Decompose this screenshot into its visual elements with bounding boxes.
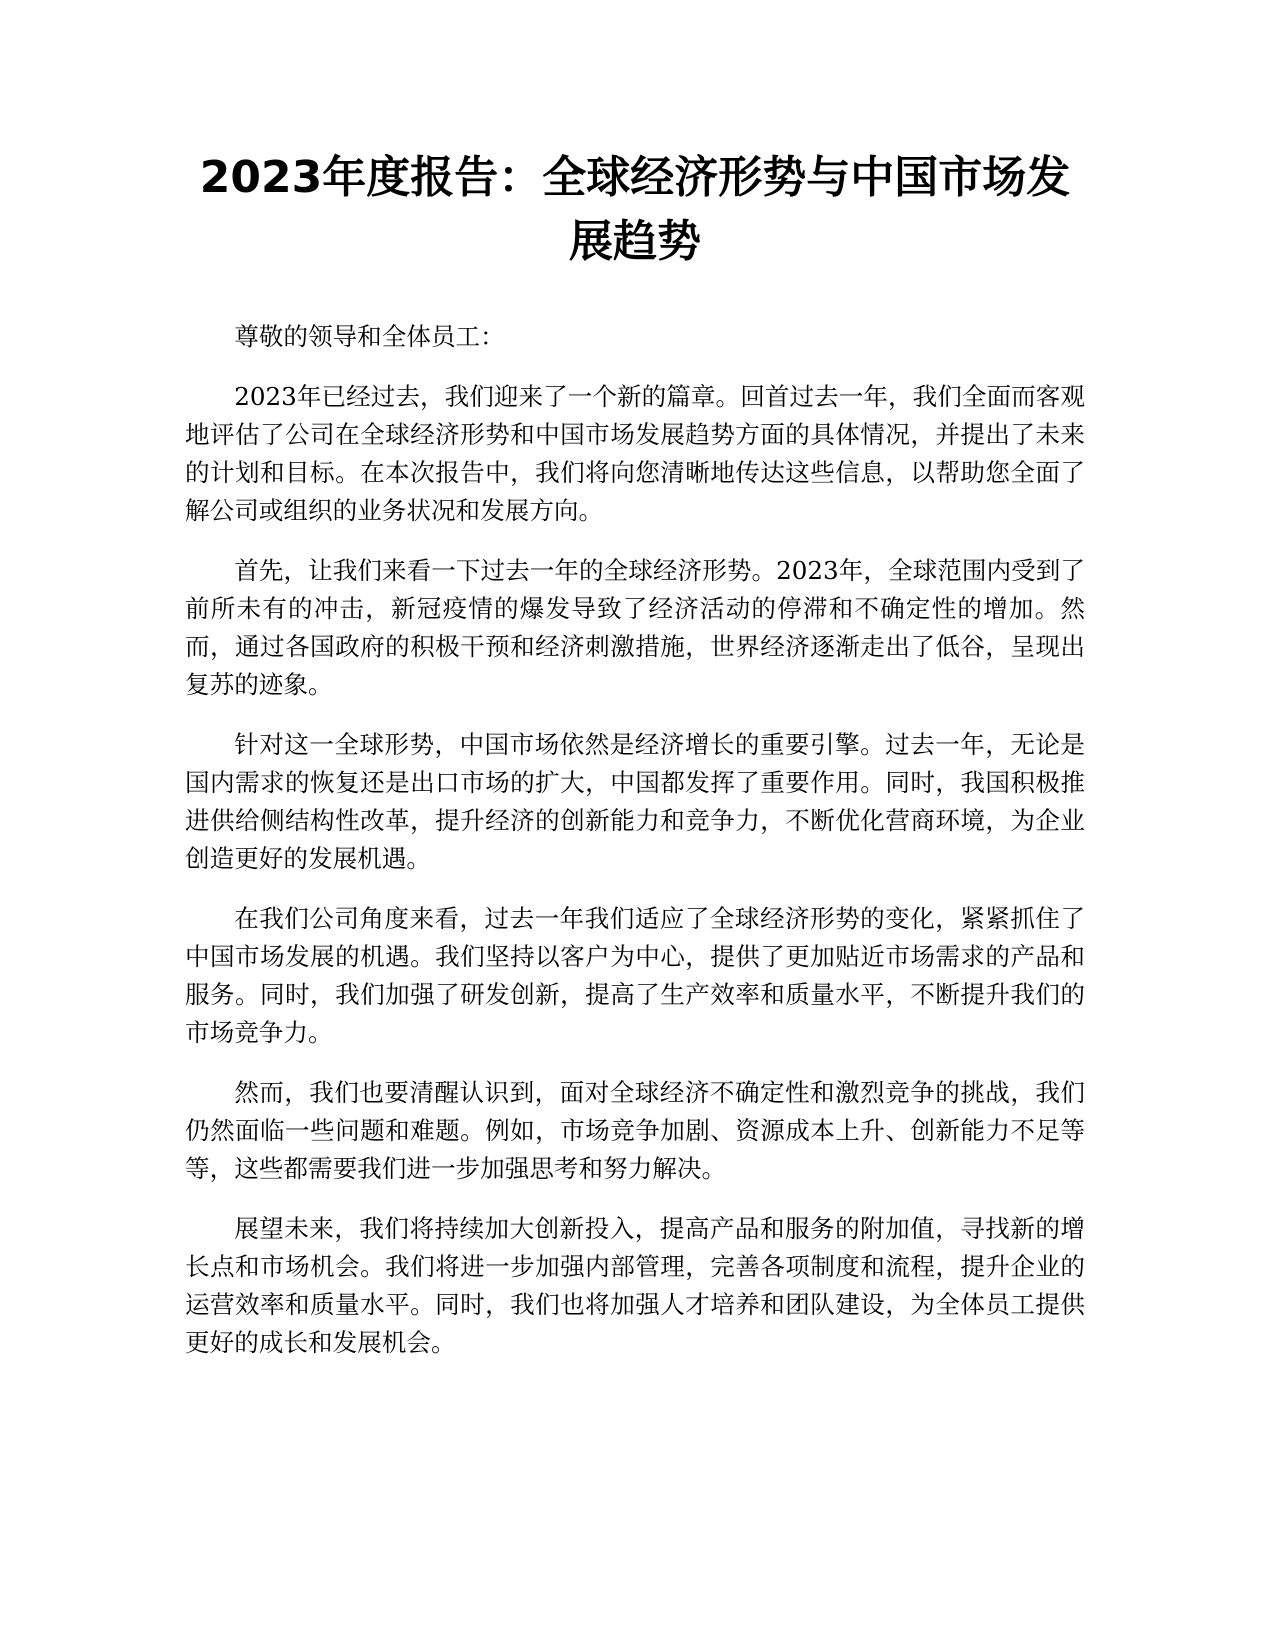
paragraph-2: 首先，让我们来看一下过去一年的全球经济形势。2023年，全球范围内受到了前所未有的冲击，新冠疫情的爆发导致了经济活动的停滞和不确定性的增加。然而，通过各国政府的积极干预和经济刺激措施，世界经济逐渐走出了低谷，呈现出复苏的迹象。: [185, 556, 1085, 699]
paragraph-3: 针对这一全球形势，中国市场依然是经济增长的重要引擎。过去一年，无论是国内需求的恢复还是出口市场的扩大，中国都发挥了重要作用。同时，我国积极推进供给侧结构性改革，提升经济的创新能力和竞争力，不断优化营商环境，为企业创造更好的发展机遇。: [185, 730, 1085, 873]
paragraph-6: 展望未来，我们将持续加大创新投入，提高产品和服务的附加值，寻找新的增长点和市场机会。我们将进一步加强内部管理，完善各项制度和流程，提升企业的运营效率和质量水平。同时，我们也将加强人才培养和团队建设，为全体员工提供更好的成长和发展机会。: [185, 1214, 1085, 1357]
paragraph-4: 在我们公司角度来看，过去一年我们适应了全球经济形势的变化，紧紧抓住了中国市场发展的机遇。我们坚持以客户为中心，提供了更加贴近市场需求的产品和服务。同时，我们加强了研发创新，提高了生产效率和质量水平，不断提升我们的市场竞争力。: [185, 904, 1085, 1047]
paragraph-1: 2023年已经过去，我们迎来了一个新的篇章。回首过去一年，我们全面而客观地评估了公司在全球经济形势和中国市场发展趋势方面的具体情况，并提出了未来的计划和目标。在本次报告中，我们将向您清晰地传达这些信息，以帮助您全面了解公司或组织的业务状况和发展方向。: [185, 382, 1085, 525]
document-title: 2023年度报告：全球经济形势与中国市场发展趋势: [199, 152, 1071, 267]
document-body: [185, 318, 1085, 1384]
paragraph-5: 然而，我们也要清醒认识到，面对全球经济不确定性和激烈竞争的挑战，我们仍然面临一些问题和难题。例如，市场竞争加剧、资源成本上升、创新能力不足等等，这些都需要我们进一步加强思考和努力解决。: [185, 1078, 1085, 1183]
greeting-line: 尊敬的领导和全体员工：: [234, 322, 505, 351]
